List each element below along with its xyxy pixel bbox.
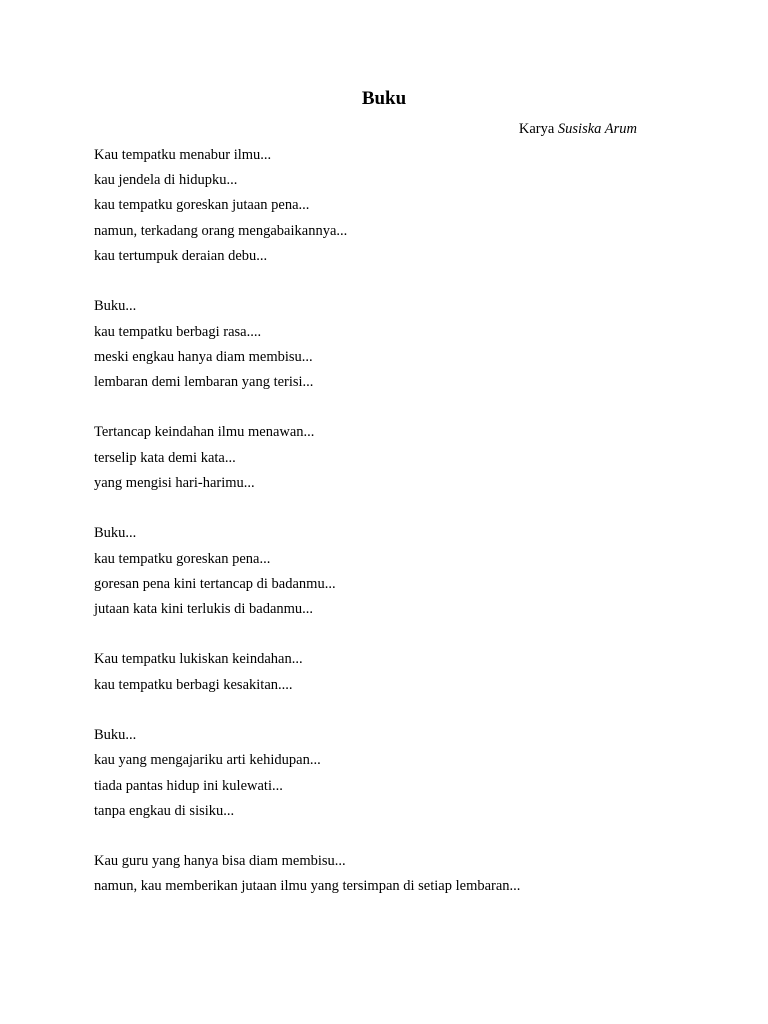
poem-title: Buku — [361, 88, 407, 109]
poem-line: kau tempatku goreskan jutaan pena... — [94, 197, 310, 214]
poem-line: lembaran demi lembaran yang terisi... — [94, 373, 314, 390]
poem-stanza — [94, 723, 694, 824]
poem-line: Kau tempatku lukiskan keindahan... — [94, 651, 303, 668]
poem-stanza — [94, 849, 694, 899]
poem-line: Buku... — [94, 525, 137, 542]
poem-line: Kau tempatku menabur ilmu... — [94, 147, 272, 163]
poem-line: Buku... — [94, 727, 137, 744]
poem-line: Tertancap keindahan ilmu menawan... — [94, 424, 315, 441]
poem-line: kau tempatku goreskan pena... — [94, 550, 271, 567]
poem-line: yang mengisi hari-harimu... — [94, 474, 255, 491]
poem-stanza — [94, 647, 694, 697]
poem-line: tiada pantas hidup ini kulewati... — [94, 777, 283, 794]
author-line — [0, 118, 637, 140]
poem-stanza — [94, 143, 694, 269]
poem-stanza — [94, 521, 694, 622]
poem-line: kau tertumpuk deraian debu... — [94, 247, 268, 264]
poem-line: tanpa engkau di sisiku... — [94, 802, 235, 819]
poem-stanza — [94, 294, 694, 395]
poem-line: goresan pena kini tertancap di badanmu... — [94, 575, 336, 592]
poem-line: jutaan kata kini terlukis di badanmu... — [94, 600, 314, 617]
poem-line: Kau guru yang hanya bisa diam membisu... — [94, 853, 346, 870]
poem-body — [94, 143, 694, 925]
author-name: Susiska Arum — [557, 121, 637, 137]
poem-line: kau jendela di hidupku... — [94, 172, 238, 189]
poem-line: terselip kata demi kata... — [94, 449, 236, 466]
poem-line: namun, kau memberikan jutaan ilmu yang tersimpan di setiap lembaran... — [94, 878, 521, 895]
poem-line: namun, terkadang orang mengabaikannya... — [94, 222, 348, 239]
poem-line: kau tempatku berbagi rasa.... — [94, 323, 262, 340]
poem-line: Buku... — [94, 298, 137, 315]
author-prefix: Karya — [518, 121, 555, 137]
poem-stanza — [94, 420, 694, 496]
poem-line: meski engkau hanya diam membisu... — [94, 348, 313, 365]
poem-line: kau tempatku berbagi kesakitan.... — [94, 676, 293, 693]
poem-line: kau yang mengajariku arti kehidupan... — [94, 752, 321, 769]
